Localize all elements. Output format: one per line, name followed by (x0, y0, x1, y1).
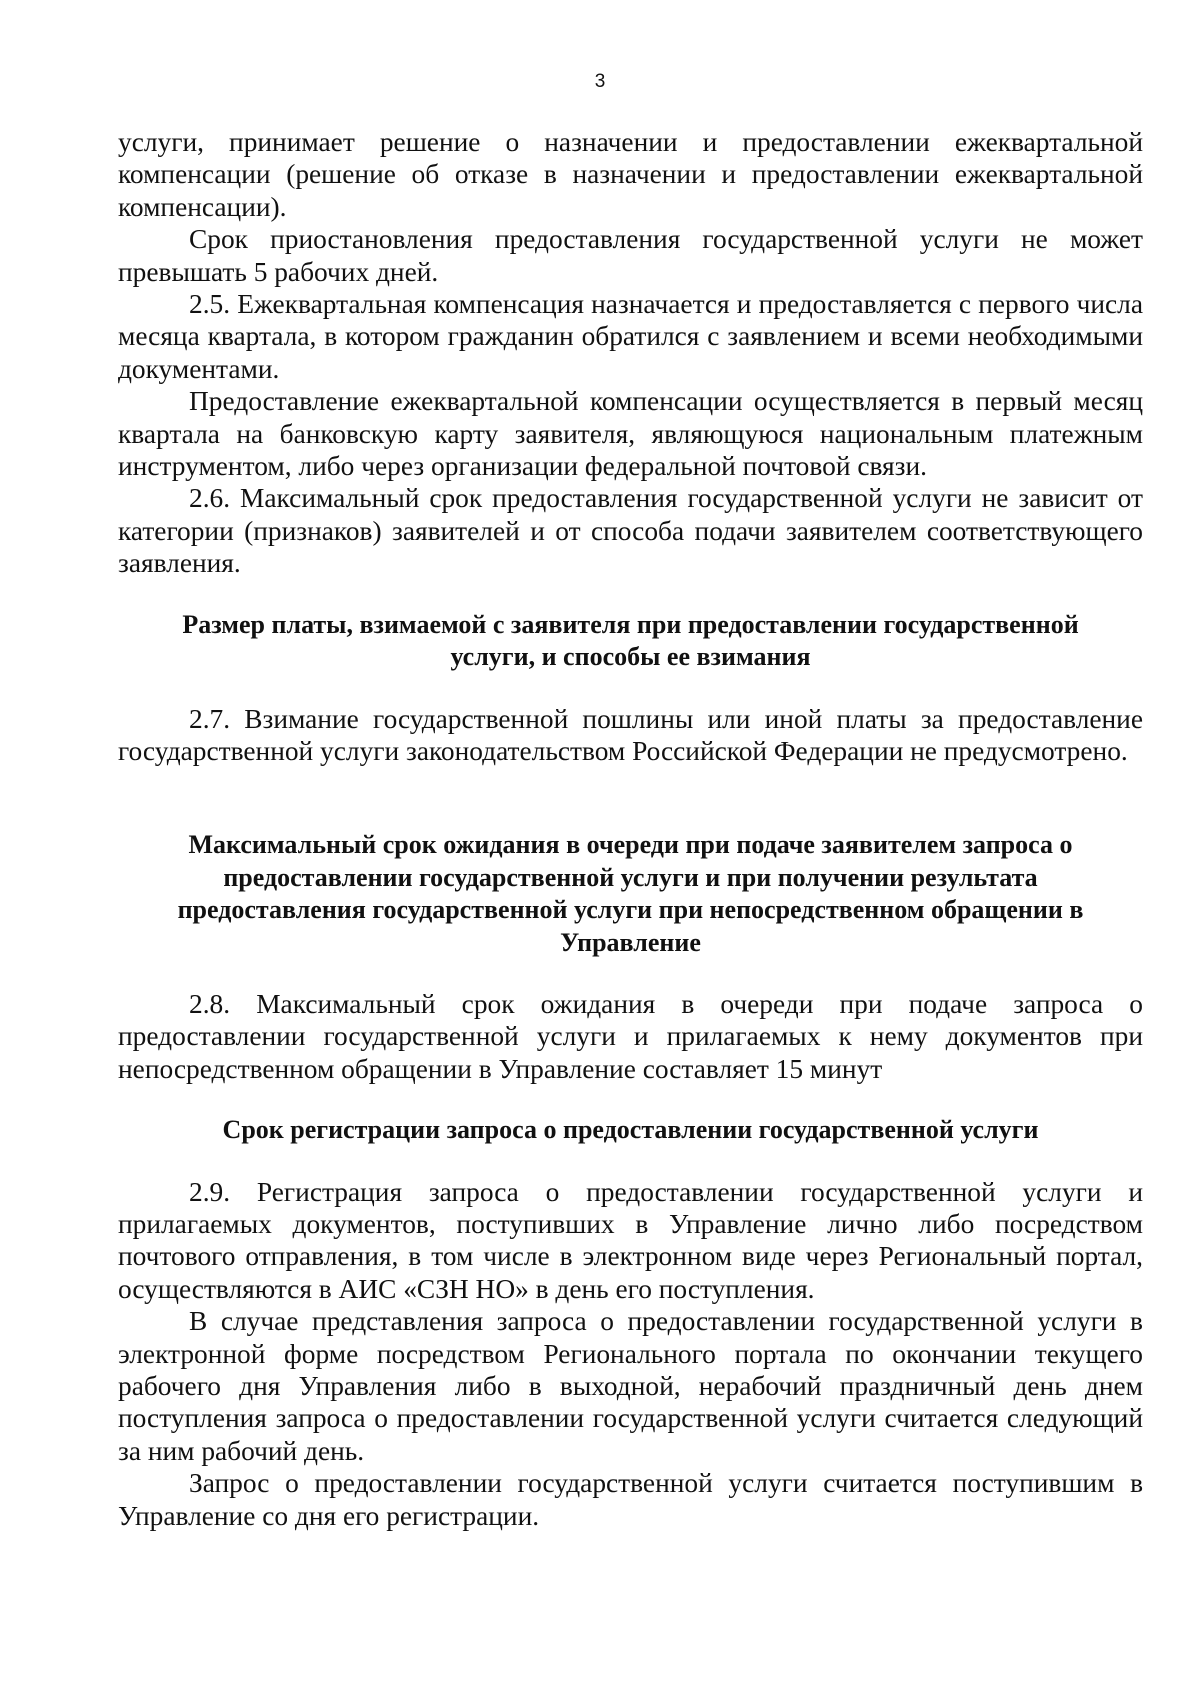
paragraph-2-5: 2.5. Ежеквартальная компенсация назначается и предоставляется с первого числа месяца квартала, в котором гражданин обратился с заявлением и всеми необходимыми документами. (118, 289, 1143, 384)
heading-registration-term (118, 1114, 1143, 1146)
heading-queue-line-1: Максимальный срок ожидания в очереди при подаче заявителем запроса о (188, 830, 1073, 860)
paragraph-suspension-term: Срок приостановления предоставления государственной услуги не может превышать 5 рабочих дней. (118, 224, 1143, 287)
heading-queue-time (118, 829, 1143, 959)
document-body (118, 126, 1143, 1532)
heading-queue-line-3: предоставления государственной услуги при непосредственном обращении в (177, 895, 1084, 925)
paragraph-electronic-request: В случае представления запроса о предоставлении государственной услуги в электронной форме посредством Регионального портала по окончании текущего рабочего дня Управления либо в выходной, нерабочий праздничный день днем поступления запроса о предоставлении государственной услуги считается следующий за ним рабочий день. (118, 1306, 1143, 1466)
heading-fee-line-2: услуги, и способы ее взимания (450, 642, 811, 672)
paragraph-continuation: услуги, принимает решение о назначении и предоставлении ежеквартальной компенсации (решение об отказе в назначении и предоставлении ежеквартальной компенсации). (118, 127, 1143, 222)
heading-queue-line-2: предоставлении государственной услуги и при получении результата (223, 862, 1038, 892)
paragraph-2-9: 2.9. Регистрация запроса о предоставлении государственной услуги и прилагаемых документов, поступивших в Управление лично либо посредством почтового отправления, в том числе в электронном виде через Региональный портал, осуществляются в АИС «СЗН НО» в день его поступления. (118, 1176, 1143, 1304)
paragraph-payment-method: Предоставление ежеквартальной компенсации осуществляется в первый месяц квартала на банковскую карту заявителя, являющуюся национальным платежным инструментом, либо через организации федеральной почтовой связи. (118, 386, 1143, 482)
heading-fee-line-1: Размер платы, взимаемой с заявителя при предоставлении государственной (182, 609, 1079, 639)
heading-fee (118, 609, 1143, 674)
paragraph-2-7: 2.7. Взимание государственной пошлины или иной платы за предоставление государственной услуги законодательством Российской Федерации не предусмотрено. (118, 703, 1143, 766)
paragraph-2-6: 2.6. Максимальный срок предоставления государственной услуги не зависит от категории (признаков) заявителей и от способа подачи заявителем соответствующего заявления. (118, 483, 1143, 579)
heading-queue-line-4: Управление (560, 927, 701, 957)
heading-registration-line-1: Срок регистрации запроса о предоставлении государственной услуги (222, 1115, 1039, 1145)
paragraph-2-8: 2.8. Максимальный срок ожидания в очереди при подаче запроса о предоставлении государственной услуги и прилагаемых к нему документов при непосредственном обращении в Управление составляет 15 минут (118, 988, 1143, 1084)
page-number: 3 (594, 71, 606, 92)
paragraph-request-received: Запрос о предоставлении государственной услуги считается поступившим в Управление со дня его регистрации. (118, 1468, 1143, 1531)
